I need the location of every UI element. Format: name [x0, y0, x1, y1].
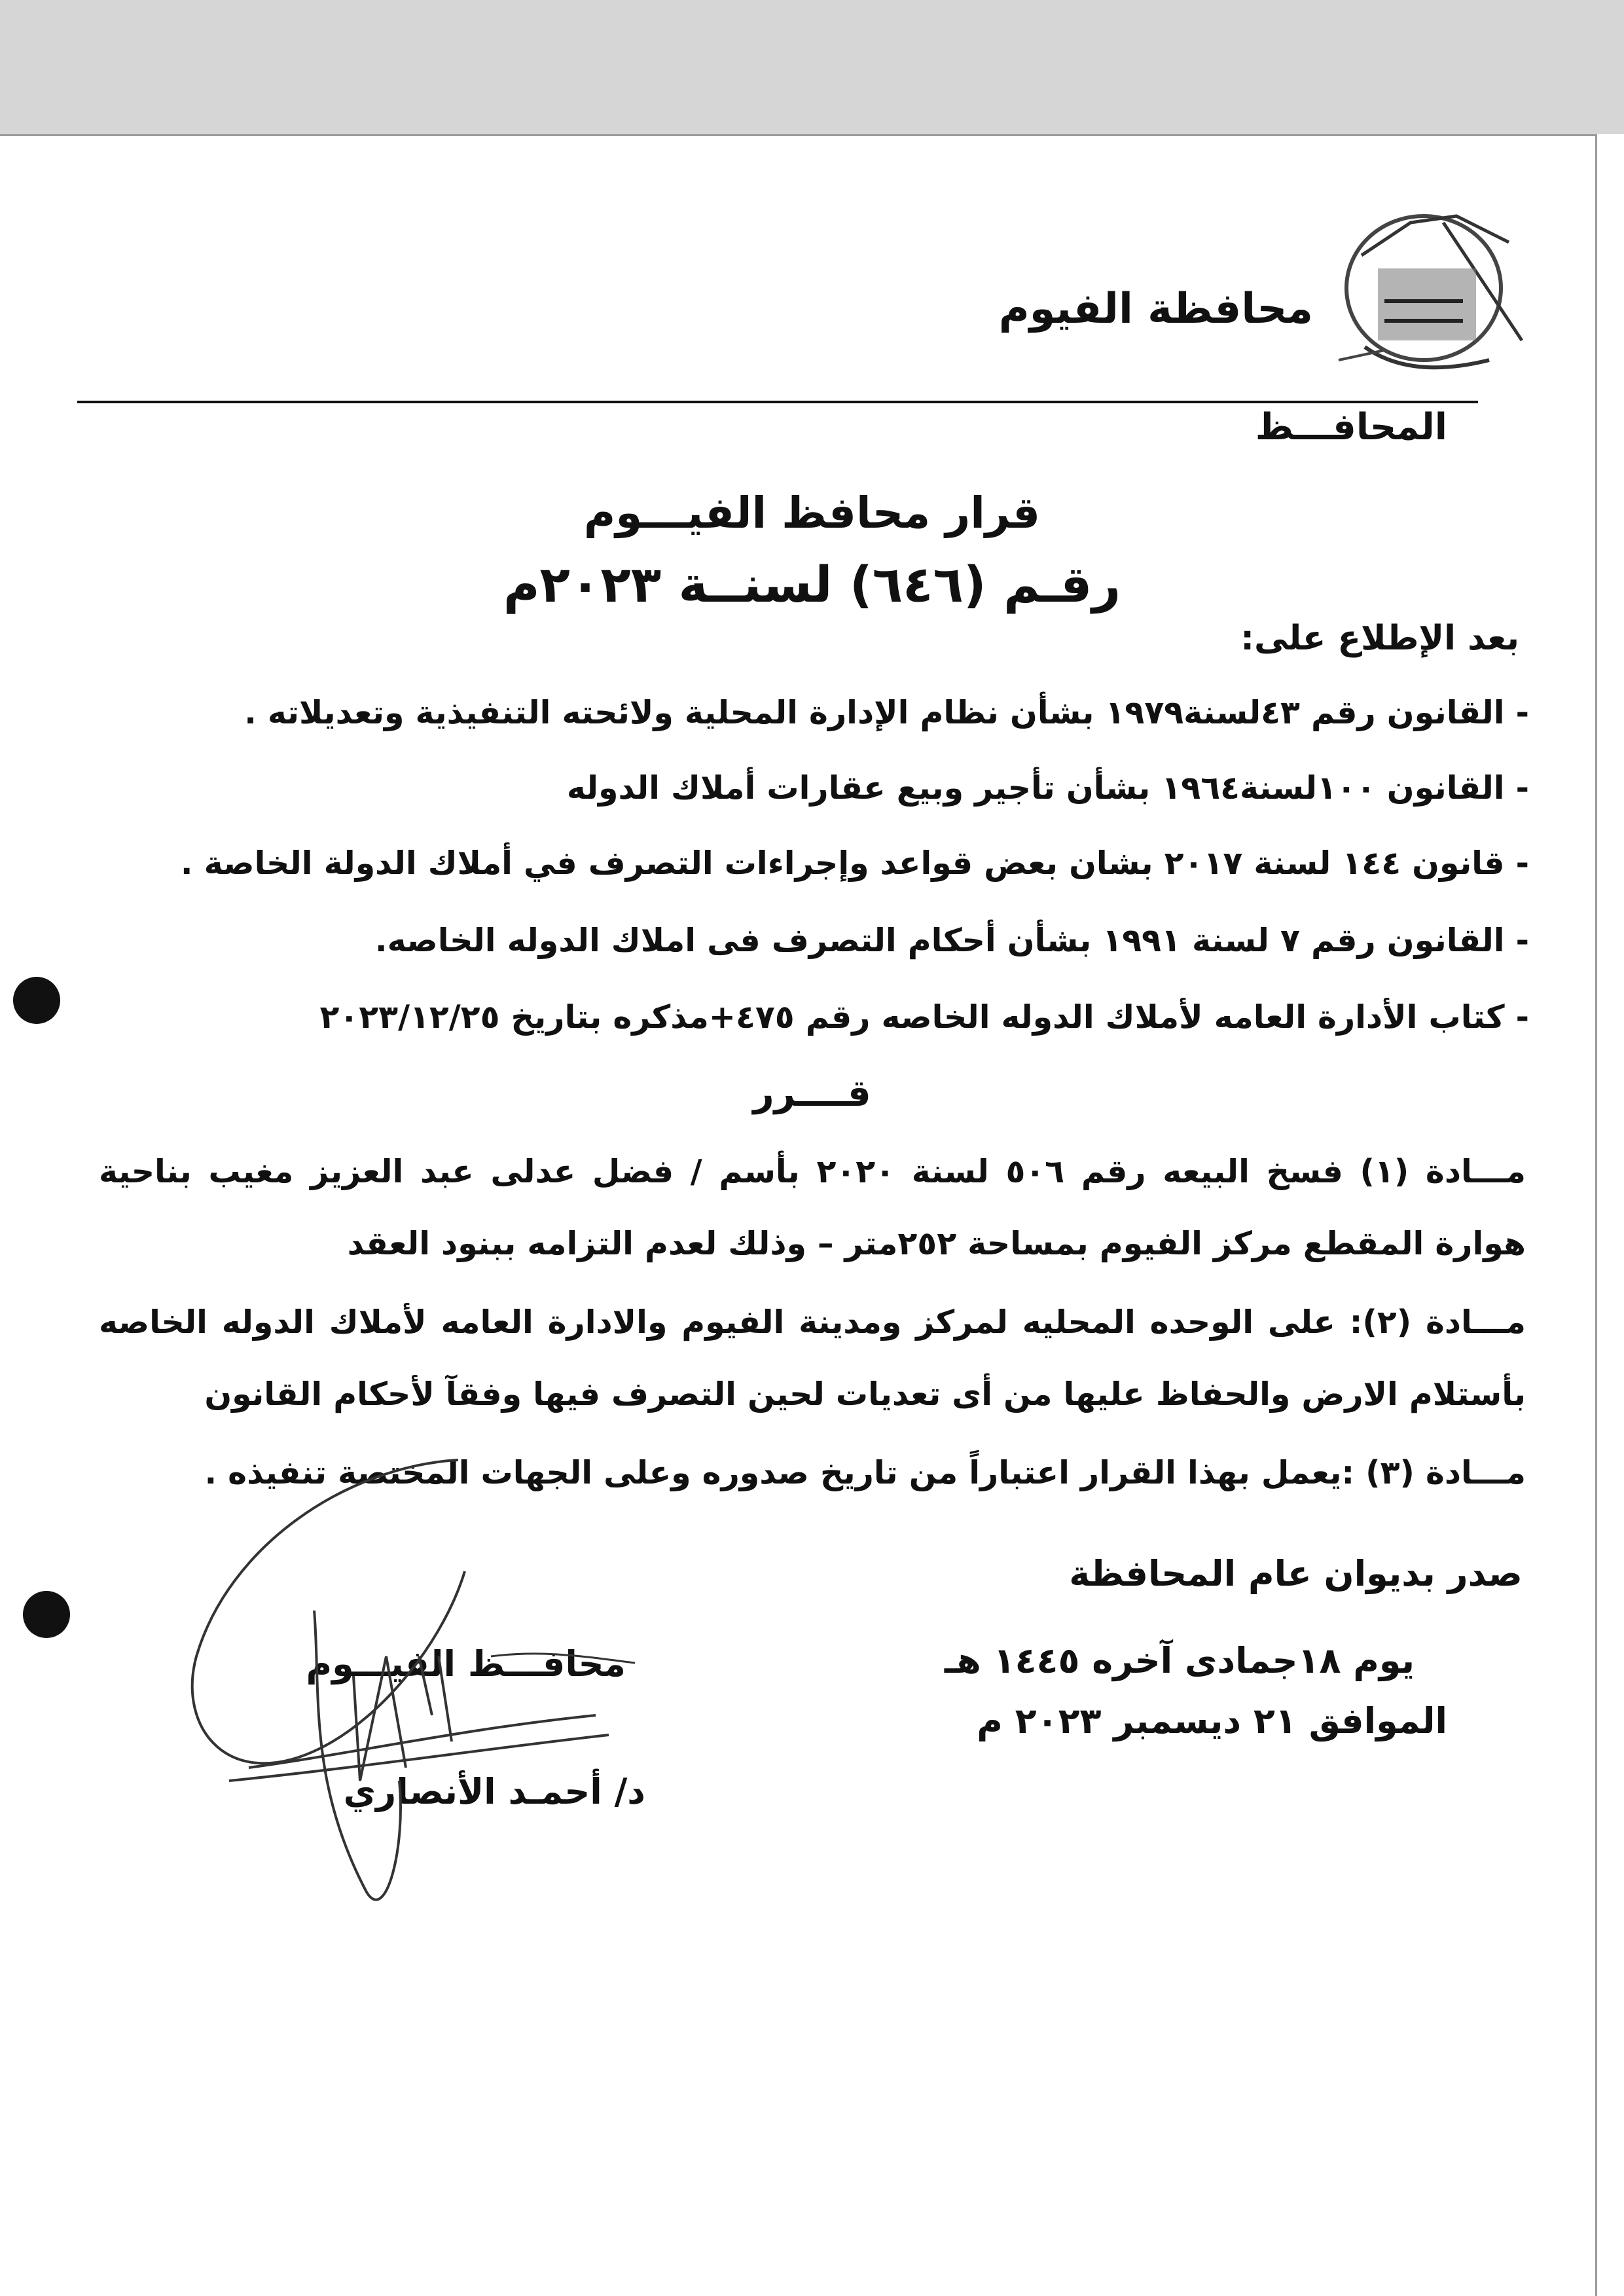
reference-item: - القانون رقم ٧ لسنة ١٩٩١ بشأن أحكام التصرف فى املاك الدوله الخاصه. [375, 922, 1529, 959]
preamble-lead: بعد الإطلاع على: [1240, 619, 1519, 658]
scan-background [0, 0, 1624, 134]
article-2: مـــادة (٢): على الوحده المحليه لمركز ومدينة الفيوم والادارة العامه لأملاك الدوله الخاصه بأستلام الارض والحفاظ عليها من أى تعديات لحين التصرف فيها وفقآ لأحكام القانون [99, 1303, 1526, 1413]
organization-name: محافظة الفيوم [998, 285, 1313, 333]
header-divider [77, 401, 1478, 403]
signatory-name: د/ أحمـد الأنصاري [343, 1771, 645, 1812]
reference-item: - كتاب الأدارة العامه لأملاك الدوله الخاصه رقم ٤٧٥+مذكره بتاريخ ٢٠٢٣/١٢/٢٥ [319, 998, 1529, 1036]
reference-item: - قانون ١٤٤ لسنة ٢٠١٧ بشان بعض قواعد وإجراءات التصرف في أملاك الدولة الخاصة . [180, 845, 1529, 882]
governorate-seal-icon [1326, 196, 1528, 386]
decree-number: رقـم (٦٤٦) لسنــة ٢٠٢٣م [503, 555, 1121, 613]
decision-heading: قــــرر [753, 1072, 871, 1115]
handwritten-signature-icon [151, 1440, 648, 1931]
hijri-date: يوم ١٨جمادى آخره ١٤٤٥ هـ [944, 1640, 1415, 1681]
decree-title: قرار محافظ الفيـــوم [583, 488, 1041, 538]
punch-hole [13, 977, 60, 1024]
article-3: مـــادة (٣) :يعمل بهذا القرار اعتباراً من تاريخ صدوره وعلى الجهات المختصة تنفيذه . [204, 1454, 1526, 1491]
office-title: المحافـــظ [1255, 406, 1447, 448]
issued-at: صدر بديوان عام المحافظة [1069, 1553, 1523, 1594]
article-1: مـــادة (١) فسخ البيعه رقم ٥٠٦ لسنة ٢٠٢٠ بأسم / فضل عدلى عبد العزيز مغيب بناحية هوارة المقطع مركز الفيوم بمساحة ٢٥٢متر – وذلك لعدم التزامه ببنود العقد [99, 1153, 1526, 1262]
reference-item: - القانون رقم ٤٣لسنة١٩٧٩ بشأن نظام الإدارة المحلية ولائحته التنفيذية وتعديلاته . [244, 694, 1529, 731]
gregorian-date: الموافق ٢١ ديسمبر ٢٠٢٣ م [977, 1700, 1447, 1741]
punch-hole [23, 1591, 70, 1638]
signatory-title: محافـــظ الفيـــوم [306, 1643, 626, 1685]
reference-item: - القانون ١٠٠لسنة١٩٦٤ بشأن تأجير وبيع عقارات أملاك الدوله [566, 769, 1529, 807]
